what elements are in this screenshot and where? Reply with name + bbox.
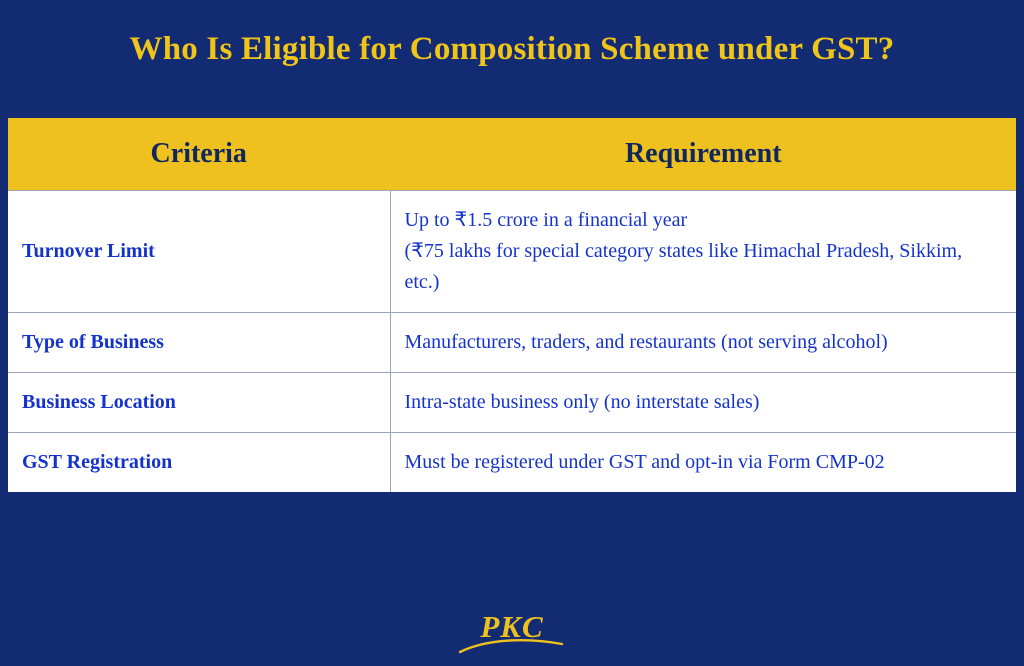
cell-requirement xyxy=(390,191,1016,313)
cell-requirement xyxy=(390,433,1016,493)
table-row xyxy=(8,433,1016,493)
column-header-criteria: Criteria xyxy=(8,118,390,191)
cell-requirement xyxy=(390,373,1016,433)
requirement-line: Must be registered under GST and opt-in via Form CMP-02 xyxy=(404,451,885,473)
cell-requirement xyxy=(390,313,1016,373)
requirement-line: Manufacturers, traders, and restaurants (not serving alcohol) xyxy=(404,331,888,353)
pkc-logo xyxy=(452,610,572,656)
requirement-line: Up to ₹1.5 crore in a financial year xyxy=(404,209,688,231)
table-row xyxy=(8,373,1016,433)
table-body xyxy=(8,191,1016,493)
table-header xyxy=(8,118,1016,191)
page-title: Who Is Eligible for Composition Scheme under GST? xyxy=(129,31,895,67)
cell-criteria: Business Location xyxy=(8,373,390,433)
swoosh-icon xyxy=(458,636,566,654)
requirement-line: Intra-state business only (no interstate sales) xyxy=(404,391,760,413)
table-row xyxy=(8,191,1016,313)
logo-text: PKC xyxy=(480,609,544,644)
cell-criteria: GST Registration xyxy=(8,433,390,493)
footer-logo-area xyxy=(0,608,1024,658)
cell-criteria: Type of Business xyxy=(8,313,390,373)
column-header-requirement: Requirement xyxy=(390,118,1016,191)
eligibility-table-container xyxy=(8,118,1016,492)
table-header-row xyxy=(8,118,1016,191)
eligibility-table xyxy=(8,118,1016,492)
requirement-line: (₹75 lakhs for special category states like Himachal Pradesh, Sikkim, etc.) xyxy=(404,240,963,293)
cell-criteria: Turnover Limit xyxy=(8,191,390,313)
table-row xyxy=(8,313,1016,373)
